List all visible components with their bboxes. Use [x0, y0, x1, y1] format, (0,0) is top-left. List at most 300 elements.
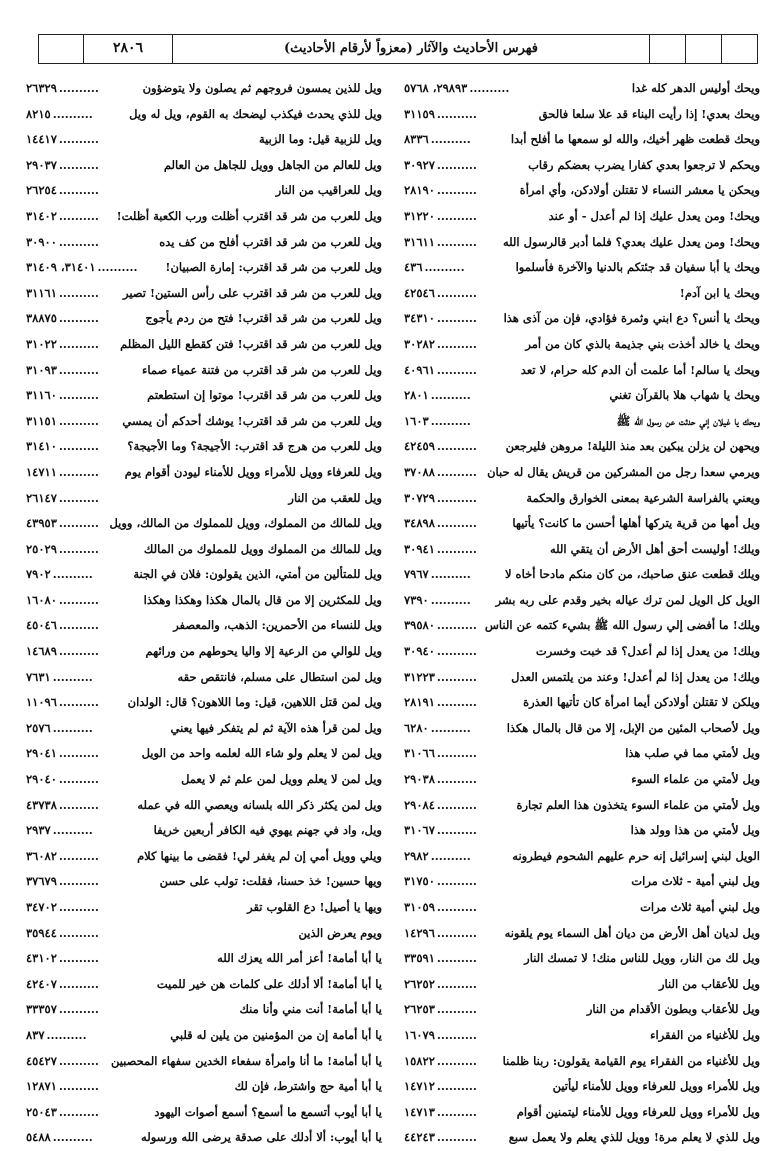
index-entry [404, 972, 760, 998]
leader-dots: .......... [436, 183, 477, 198]
entry-text: ويحك يا شهاب هلا بالقرآن تغني [609, 388, 760, 403]
entry-text: ويل للأعقاب وبطون الأقدام من النار [586, 1002, 760, 1017]
page-header [38, 34, 758, 64]
leader-dots: .......... [52, 106, 93, 121]
leader-dots: .......... [52, 823, 93, 838]
entry-text: ويل للعالم من الجاهل وويل للجاهل من العالم [163, 157, 382, 172]
leader-dots: .......... [46, 1027, 87, 1042]
entry-text: ويل أمها من قرية يتركها أهلها أحسن ما كانت؟ يأتيها [512, 516, 760, 531]
entry-number: ٢٦١٤٧ [26, 490, 57, 505]
entry-number: ٣٩٥٨٠ [404, 618, 435, 633]
index-entry [26, 511, 382, 537]
leader-dots: .......... [436, 900, 477, 914]
entry-number: ٢٥٠٢٩ [26, 541, 57, 556]
entry-number: ١٤٤١٧ [26, 132, 57, 147]
entry-number: ١٦٠٧٩ [404, 1027, 435, 1042]
index-entry [404, 486, 760, 512]
entry-number: ٢٦٢٥٢ [404, 976, 435, 991]
entry-number: ١٥٨٢٢ [404, 1053, 435, 1068]
index-entry [404, 1049, 760, 1075]
entry-number: ٣٠٩٤٠ [404, 644, 435, 659]
entry-text: ويل للمالك من المملوك، وويل للمملوك من المالك، وويل [109, 516, 382, 531]
entry-text: ويل لأمتي من هذا وولد هذا [630, 823, 760, 838]
entry-number: ٣٦٠٨٢ [26, 848, 57, 863]
leader-dots: .......... [58, 644, 99, 659]
entry-text: ويل للأمراء وويل للعرفاء وويل للأمناء ليتمنين أقوام [516, 1104, 760, 1119]
leader-dots: .......... [58, 1053, 99, 1068]
entry-number: ٢٥٠٤٣ [26, 1104, 57, 1119]
entry-number: ٤٢٥٤٦ [404, 285, 435, 300]
entry-number: ٢٩٨٢ [404, 848, 429, 863]
entry-number: ٧٩٠٢ [26, 567, 51, 582]
entry-text: يا أبا أيوب أتسمع ما أسمع؟ أسمع أصوات اليهود [154, 1104, 382, 1119]
index-entry [26, 102, 382, 128]
entry-number: ٣٠٧٢٩ [404, 490, 435, 505]
entry-number: ٣١٠٢٢ [26, 336, 57, 351]
index-entry [404, 537, 760, 563]
entry-text: يا أبا أيوب: ألا أدلك على صدقة يرضى الله ورسوله [141, 1130, 382, 1145]
entry-text: يا أبا أمامة إن من المؤمنين من يلين له قلبي [170, 1027, 382, 1042]
entry-text: ويحك يا سالم! أما علمت أن الدم كله حرام، لا تعد [520, 362, 760, 377]
entry-text: ويل لمن يكثر ذكر الله بلسانه ويعصي الله في عمله [137, 797, 382, 812]
index-entry [26, 383, 382, 409]
entry-text: ويل، واد في جهنم يهوي فيه الكافر أربعين خريفا [153, 823, 382, 838]
index-entry [404, 306, 760, 332]
entry-text: ويل للمتألين من أمتي، الذين يقولون: فلان في الجنة [133, 567, 382, 582]
entry-number: ١٤٧١٢ [404, 1079, 435, 1094]
leader-dots: .......... [58, 388, 99, 403]
index-entry [404, 76, 760, 102]
entry-text: الويل كل الويل لمن ترك عياله بخير وقدم على ربه بشر [495, 592, 760, 607]
entry-text: ويل لك من النار، وويل للناس منك! لا تمسك النار [524, 951, 760, 966]
entry-number: ٢٦٢٥٣ [404, 1002, 435, 1017]
entry-text: ويل للعرفاء وويل للأمراء وويل للأمناء ليودن أقوام يوم [124, 464, 382, 479]
index-entry [26, 562, 382, 588]
entry-number: ٢٨٠١ [404, 388, 429, 403]
index-entry [26, 818, 382, 844]
entry-number: ٣٠٩٠٠ [26, 234, 57, 249]
entry-number: ٣١٠٦٦ [404, 746, 435, 761]
index-entry [26, 1100, 382, 1126]
entry-number: ٤٣١٠٢ [26, 951, 57, 966]
index-entry [404, 997, 760, 1023]
entry-number: ٧٣٩٠ [404, 592, 429, 607]
entry-number: ٢٩٠٣٧ [26, 157, 57, 172]
entry-text: ويل لبني أمية ثلاث مرات [640, 900, 760, 914]
index-entry [404, 665, 760, 691]
index-entry [26, 306, 382, 332]
entry-text: ويل لمن لا يعلم وويل لمن علم ثم لا يعمل [181, 772, 382, 787]
index-entry [26, 127, 382, 153]
leader-dots: .......... [58, 490, 99, 505]
index-entry [404, 127, 760, 153]
index-entry [26, 613, 382, 639]
header-box [39, 35, 83, 63]
index-entry [404, 332, 760, 358]
leader-dots: .......... [52, 669, 93, 684]
entry-text: ويل للعرب من شر قد اقترب! موتوا إن استطعتم [147, 388, 382, 403]
index-entry [404, 434, 760, 460]
leader-dots: .......... [58, 746, 99, 761]
entry-text: ويل للعرب من شر قد اقترب على رأس الستين! تصير [122, 285, 382, 300]
leader-dots: .......... [436, 874, 477, 889]
index-entry [404, 358, 760, 384]
entry-text: يا أبا أمية حج واشترط، فإن لك [234, 1079, 382, 1094]
leader-dots: .......... [436, 746, 477, 761]
entry-text: ويحك يا أبا سفيان قد جئتكم بالدنيا والآخرة فأسلموا [515, 260, 760, 275]
entry-number: ٣٧٦٧٩ [26, 874, 57, 889]
entry-text: ويل للأغنياء من الفقراء [650, 1027, 760, 1042]
index-entry [404, 511, 760, 537]
index-entry [26, 972, 382, 998]
leader-dots: .......... [436, 951, 477, 966]
leader-dots: .......... [436, 106, 477, 121]
entry-number: ٣١٢٢٠ [404, 208, 435, 223]
leader-dots: .......... [430, 388, 471, 403]
entry-text: ويعني بالفراسة الشرعية بمعنى الخوارق والحكمة [526, 490, 760, 505]
entry-number: ١٤٢٩٦ [404, 925, 435, 940]
index-entry [26, 281, 382, 307]
leader-dots: .......... [436, 772, 477, 787]
index-entry [26, 1074, 382, 1100]
entry-number: ١٢٨٧١ [26, 1079, 57, 1094]
index-entry [26, 690, 382, 716]
entry-number: ٣١٢٢٣ [404, 669, 435, 684]
entry-text: ويل للذي يحدث فيكذب ليضحك به القوم، ويل له ويل [129, 106, 382, 121]
entry-text: ويل للأعقاب من النار [659, 976, 760, 991]
index-entry [26, 230, 382, 256]
entry-number: ٤٣٩٥٣ [26, 516, 57, 531]
entry-text: ويل للزبية قيل: وما الزبية [259, 132, 382, 147]
index-entry [26, 1023, 382, 1049]
entry-text: ويل للعراقيب من النار [275, 183, 382, 198]
entry-text: ويحك! ومن يعدل عليك بعدي؟ فلما أدبر قالرسول الله [502, 234, 760, 249]
index-entry [404, 281, 760, 307]
leader-dots: .......... [58, 925, 99, 940]
entry-number: ٤٤٢٤٣ [404, 1130, 435, 1145]
leader-dots: .......... [436, 362, 477, 377]
entry-text: ويحك قطعت ظهر أخيك، والله لو سمعها ما أفلح أبدا [510, 132, 760, 147]
index-entry [26, 741, 382, 767]
entry-text: ويحك يا غيلان إني حدثت عن رسول الله ﷺ [616, 413, 760, 428]
entry-number: ٢٨١٩١ [404, 695, 435, 710]
leader-dots: .......... [58, 1002, 99, 1017]
index-entry [26, 153, 382, 179]
entry-text: ويل للعرب من شر قد اقترب أظلت ورب الكعبة أظلت! [116, 208, 382, 223]
leader-dots: .......... [58, 413, 99, 428]
leader-dots: .......... [58, 951, 99, 966]
index-entry [404, 102, 760, 128]
entry-number: ٣١٤١٠ [26, 439, 57, 454]
leader-dots: .......... [58, 618, 99, 633]
entry-number: ٤٣٦ [404, 260, 423, 275]
leader-dots: .......... [58, 132, 99, 147]
entry-number: ٣١٧٥٠ [404, 874, 435, 889]
leader-dots: .......... [58, 208, 99, 223]
entry-number: ١٦٠٣ [404, 413, 429, 428]
index-entry [404, 1074, 760, 1100]
entry-text: ويرمي سعدا رجل من المشركين من قريش يقال له حبان [487, 464, 760, 479]
entry-text: ويحك بعدي! إذا رأيت البناء قد علا سلعا فالحق [538, 106, 760, 121]
index-column-left [26, 76, 382, 1151]
index-entry [26, 1049, 382, 1075]
entry-number: ٢٩٠٤٠ [26, 772, 57, 787]
leader-dots: .......... [436, 976, 477, 991]
entry-text: ويحك يا ابن آدم! [679, 285, 760, 300]
index-entry [404, 178, 760, 204]
entry-number: ٦٢٨٠ [404, 720, 429, 735]
leader-dots: .......... [58, 976, 99, 991]
entry-text: ويها حسين! خذ حسنا، فقلت: تولب على حسن [159, 874, 382, 889]
leader-dots: .......... [58, 592, 99, 607]
index-entry [26, 537, 382, 563]
leader-dots: .......... [52, 1130, 93, 1145]
index-entry [404, 1100, 760, 1126]
leader-dots: .......... [58, 695, 99, 710]
leader-dots: .......... [436, 1053, 477, 1068]
entry-text: ويل للمالك من المملوك وويل للمملوك من المالك [143, 541, 382, 556]
leader-dots: .......... [436, 1079, 477, 1094]
leader-dots: .......... [97, 260, 138, 275]
entry-text: ويل للعرب من شر قد اقترب: إمارة الصبيان! [165, 260, 382, 275]
entry-number: ٣١٤٠٢ [26, 208, 57, 223]
header-box [721, 35, 757, 63]
entry-text: ويها يا أصيل! دع القلوب تقر [247, 900, 382, 914]
leader-dots: .......... [430, 848, 471, 863]
entry-number: ١٦٠٨٠ [26, 592, 57, 607]
entry-text: ويل لأمتي من علماء السوء [631, 772, 760, 787]
entry-number: ٣١٠٦٧ [404, 823, 435, 838]
entry-text: ويل للذي لا يعلم مرة! وويل للذي يعلم ولا يعمل سبع [508, 1130, 760, 1145]
entry-number: ١٤٧١٣ [404, 1104, 435, 1119]
entry-text: ويلكن لا تقتلن أولادكن أيما امرأة كان تأتيها العذرة [523, 695, 760, 710]
entry-number: ٣٣٣٥٧ [26, 1002, 57, 1017]
entry-text: ويحك أوليس الدهر كله غدا [631, 81, 760, 95]
entry-text: ويوم يعرض الذين [298, 925, 382, 940]
leader-dots: .......... [436, 1027, 477, 1042]
entry-text: ويل للعرب من هرج قد اقترب: الأجيجة؟ وما الأجيجة؟ [127, 439, 382, 454]
index-entry [26, 946, 382, 972]
index-entry [404, 844, 760, 870]
entry-number: ٣٠٢٨٢ [404, 336, 435, 351]
index-entry [404, 818, 760, 844]
index-entry [26, 665, 382, 691]
index-entry [404, 1023, 760, 1049]
index-entry [404, 716, 760, 742]
index-entry [26, 178, 382, 204]
index-entry [404, 153, 760, 179]
leader-dots: .......... [436, 541, 477, 556]
entry-number: ٤٣٧٣٨ [26, 797, 57, 812]
entry-text: ويحك يا خالد أخذت بني جذيمة بالذي كان من أمر [525, 336, 760, 351]
entry-text: ويل للأغنياء من الفقراء يوم القيامة يقولون: ربنا ظلمنا [502, 1053, 760, 1068]
leader-dots: .......... [436, 925, 477, 940]
leader-dots: .......... [58, 900, 99, 914]
index-entry [404, 204, 760, 230]
entry-number: ١٤٦٨٩ [26, 644, 57, 659]
index-entry [26, 767, 382, 793]
page-title: فهرس الأحاديث والآثار (معزواً لأرقام الأحاديث) [172, 35, 649, 63]
index-entry [404, 895, 760, 921]
entry-number: ٣٠٩٢٧ [404, 157, 435, 172]
header-box [685, 35, 721, 63]
leader-dots: .......... [52, 567, 93, 582]
header-box [649, 35, 685, 63]
entry-text: ويلك! أوليست أحق أهل الأرض أن يتقي الله [549, 541, 760, 556]
leader-dots: .......... [436, 1104, 477, 1119]
index-entry [26, 895, 382, 921]
entry-text: ويل للعرب من شر قد اقترب أفلح من كف يده [159, 234, 382, 249]
entry-number: ٢٦٣٢٩ [26, 81, 57, 95]
leader-dots: .......... [58, 772, 99, 787]
index-entry [404, 1125, 760, 1151]
entry-text: ويحكن يا معشر النساء لا تقتلن أولادكن، وأي امرأة [519, 183, 760, 198]
entry-text: ويلي وويل أمي إن لم يغفر لي! فقضى ما بينها كلام [137, 848, 382, 863]
entry-text: ويل لمن قرأ هذه الآية ثم لم يتفكر فيها يعني [170, 720, 382, 735]
entry-number: ٨٣٧ [26, 1027, 45, 1042]
leader-dots: .......... [58, 157, 99, 172]
leader-dots: .......... [58, 797, 99, 812]
leader-dots: .......... [436, 516, 477, 531]
entry-number: ٢٩٠٨٤ [404, 797, 435, 812]
leader-dots: .......... [58, 1079, 99, 1094]
entry-number: ٣٤٧٠٢ [26, 900, 57, 914]
entry-number: ٣١١٥١ [26, 413, 57, 428]
leader-dots: .......... [436, 797, 477, 812]
index-entry [26, 409, 382, 435]
index-entry [26, 997, 382, 1023]
entry-text: ويحكم لا ترجعوا بعدي كفارا يضرب بعضكم رقاب [528, 157, 760, 172]
entry-number: ٣٤٣١٠ [404, 311, 435, 326]
leader-dots: .......... [436, 1130, 477, 1145]
entry-text: يا أبا أمامة! ما أنا وامرأة سفعاء الخدين سفهاء المحصبين [110, 1053, 382, 1068]
index-entry [404, 255, 760, 281]
index-entry [404, 230, 760, 256]
leader-dots: .......... [436, 464, 477, 479]
leader-dots: .......... [58, 1104, 99, 1119]
entry-number: ٤٠٩٦١ [404, 362, 435, 377]
index-entry [404, 588, 760, 614]
leader-dots: .......... [58, 183, 99, 198]
page-number: ٢٨٠٦ [83, 35, 172, 63]
leader-dots: .......... [430, 720, 471, 735]
entry-text: يا أبا أمامة! أنت مني وأنا منك [239, 1002, 382, 1017]
entry-text: ويل للعرب من شر قد اقترب من فتنة عمياء صماء [141, 362, 382, 377]
leader-dots: .......... [436, 1002, 477, 1017]
index-entry [26, 1125, 382, 1151]
entry-text: ويل للمكثرين إلا من قال بالمال هكذا وهكذا وهكذا [143, 592, 382, 607]
leader-dots: .......... [436, 644, 477, 659]
index-entry [404, 460, 760, 486]
entry-number: ٢٩٣٧ [26, 823, 51, 838]
entry-text: ويحك يا أنس؟ دع ابني وثمرة فؤادي، فإن من آذى هذا [503, 311, 760, 326]
leader-dots: .......... [58, 362, 99, 377]
entry-number: ٣٣٥٩١ [404, 951, 435, 966]
entry-text: ويلك! من يعدل إذا لم أعدل؟ قد خبت وخسرت [535, 644, 760, 659]
leader-dots: .......... [436, 695, 477, 710]
entry-number: ١١٠٩٦ [26, 695, 57, 710]
leader-dots: .......... [58, 285, 99, 300]
leader-dots: .......... [430, 567, 471, 582]
entry-text: ويل لديان أهل الأرض من ديان أهل السماء يوم يلقونه [504, 925, 760, 940]
entry-number: ٣٨٨٧٥ [26, 311, 57, 326]
leader-dots: .......... [436, 208, 477, 223]
entry-text: ويل للعرب من شر قد اقترب! فتح من ردم يأجوج [145, 311, 382, 326]
entry-text: ويل لمن لا يعلم ولو شاء الله لعلمه واحد من الويل [141, 746, 382, 761]
entry-number: ٢٥٧٦ [26, 720, 51, 735]
entry-number: ٤٥٠٤٦ [26, 618, 57, 633]
leader-dots: .......... [58, 311, 99, 326]
entry-text: يا أبا أمامة! ألا أدلك على كلمات هن خير للميت [156, 976, 382, 991]
entry-number: ٢٩٨٩٣، ٥٧٦٨ [404, 81, 468, 95]
index-entry [404, 741, 760, 767]
leader-dots: .......... [436, 336, 477, 351]
leader-dots: .......... [436, 311, 477, 326]
entry-number: ٤٢٤٠٧ [26, 976, 57, 991]
index-entry [26, 358, 382, 384]
entry-text: ويحهن لن يزلن يبكين بعد منذ الليلة! مروهن فليرجعن [505, 439, 760, 454]
entry-number: ٣١٤٠١، ٣١٤٠٩ [26, 260, 96, 275]
entry-text: ويل لأمتي مما في صلب هذا [625, 746, 760, 761]
entry-number: ٣٠٩٤١ [404, 541, 435, 556]
leader-dots: .......... [436, 618, 477, 633]
entry-number: ٣١٠٥٩ [404, 900, 435, 914]
leader-dots: .......... [430, 592, 471, 607]
index-column-right [404, 76, 760, 1151]
index-entry [404, 613, 760, 639]
leader-dots: .......... [58, 81, 99, 95]
index-entry [26, 639, 382, 665]
leader-dots: .......... [58, 439, 99, 454]
leader-dots: .......... [430, 132, 471, 147]
entry-text: ويل لمن قتل اللاهين، قيل: وما اللاهون؟ قال: الولدان [127, 695, 382, 710]
leader-dots: .......... [436, 234, 477, 249]
index-entry [404, 383, 760, 409]
entry-number: ٥٤٨٨ [26, 1130, 51, 1145]
leader-dots: .......... [430, 413, 471, 428]
entry-number: ٣١٠٩٣ [26, 362, 57, 377]
index-entry [404, 409, 760, 435]
index-entry [26, 869, 382, 895]
index-entry [26, 255, 382, 281]
entry-number: ٨٢١٥ [26, 106, 51, 121]
entry-text: ويل للوالي من الرعية إلا واليا يحوطهم من ورائهم [145, 644, 382, 659]
entry-text: ويل للعقب من النار [288, 490, 382, 505]
leader-dots: .......... [52, 720, 93, 735]
entry-text: ويحك! ومن يعدل عليك إذا لم أعدل - أو عند [548, 208, 760, 223]
leader-dots: .......... [436, 823, 477, 838]
entry-text: ويل للأمراء وويل للعرفاء وويل للأمناء ليأتين [552, 1079, 760, 1094]
index-entry [404, 793, 760, 819]
entry-number: ٤٥٤٢٧ [26, 1053, 57, 1068]
index-entry [26, 204, 382, 230]
entry-text: ويل للعرب من شر قد اقترب! يوشك أحدكم أن يمسي [122, 413, 382, 428]
entry-number: ١٤٧١١ [26, 464, 57, 479]
leader-dots: .......... [436, 439, 477, 454]
entry-text: الويل لبني إسرائيل إنه حرم عليهم الشحوم فيطرونه [512, 848, 760, 863]
entry-text: ويل للنساء من الأحمرين: الذهب، والمعصفر [173, 618, 382, 633]
leader-dots: .......... [58, 336, 99, 351]
entry-number: ٣٤٨٩٨ [404, 516, 435, 531]
leader-dots: .......... [436, 669, 477, 684]
leader-dots: .......... [58, 874, 99, 889]
entry-number: ٣١١٦١ [26, 285, 57, 300]
index-entry [404, 869, 760, 895]
entry-number: ٣٧٠٨٨ [404, 464, 435, 479]
entry-number: ٧٦٣١ [26, 669, 51, 684]
leader-dots: .......... [58, 234, 99, 249]
index-entry [404, 946, 760, 972]
